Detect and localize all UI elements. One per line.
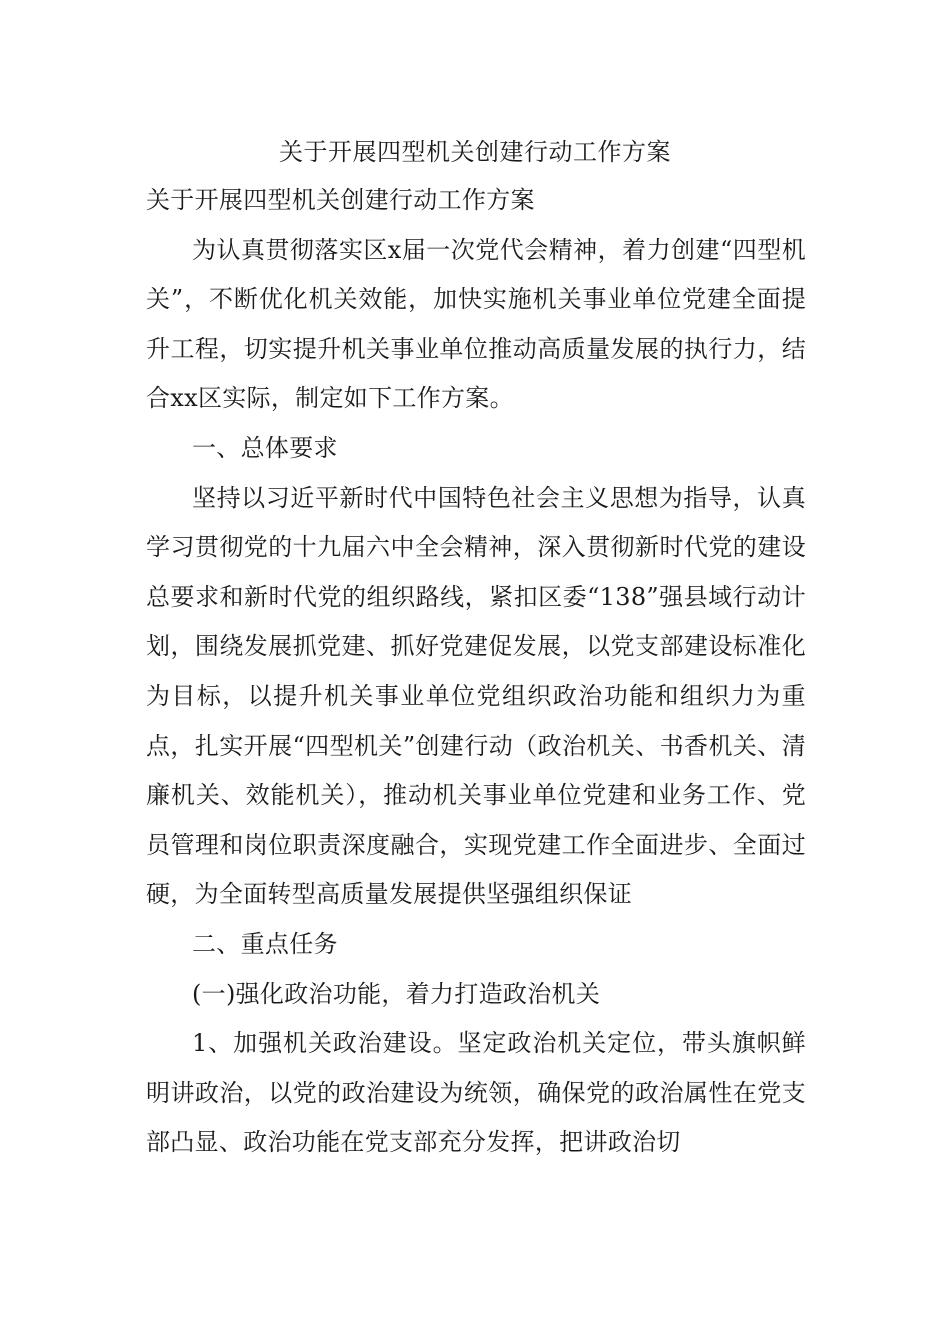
document-subtitle: 关于开展四型机关创建行动工作方案 — [146, 186, 535, 214]
heading-general-requirements: 一、总体要求 — [192, 433, 338, 462]
paragraph-general-requirements: 坚持以习近平新时代中国特色社会主义思想为指导，认真学习贯彻党的十九届六中全会精神，深入贯彻新时代党的建设总要求和新时代党的组织路线，紧扣区委“138”强县域行动计划，围绕发展抓党建、抓好党建促发展，以党支部建设标准化为目标，以提升机关事业单位党组织政治功能和组织力为重点，扎实开展“四型机关”创建行动（政治机关、书香机关、清廉机关、效能机关），推动机关事业单位党建和业务工作、党员管理和岗位职责深度融合，实现党建工作全面进步、全面过硬，为全面转型高质量发展提供坚强组织保证 — [146, 483, 806, 909]
heading-key-tasks: 二、重点任务 — [192, 929, 338, 958]
document-body — [146, 176, 806, 1168]
paragraph-intro: 为认真贯彻落实区x届一次党代会精神，着力创建“四型机关”，不断优化机关效能，加快实施机关事业单位党建全面提升工程，切实提升机关事业单位推动高质量发展的执行力，结合xx区实际，制定如下工作方案。 — [146, 235, 806, 413]
document-title: 关于开展四型机关创建行动工作方案 — [279, 138, 671, 166]
paragraph-political-building: 1、加强机关政治建设。坚定政治机关定位，带头旗帜鲜明讲政治，以党的政治建设为统领，确保党的政治属性在党支部凸显、政治功能在党支部充分发挥，把讲政治切 — [146, 1029, 806, 1157]
subheading-political-function: (一)强化政治功能，着力打造政治机关 — [192, 979, 601, 1008]
